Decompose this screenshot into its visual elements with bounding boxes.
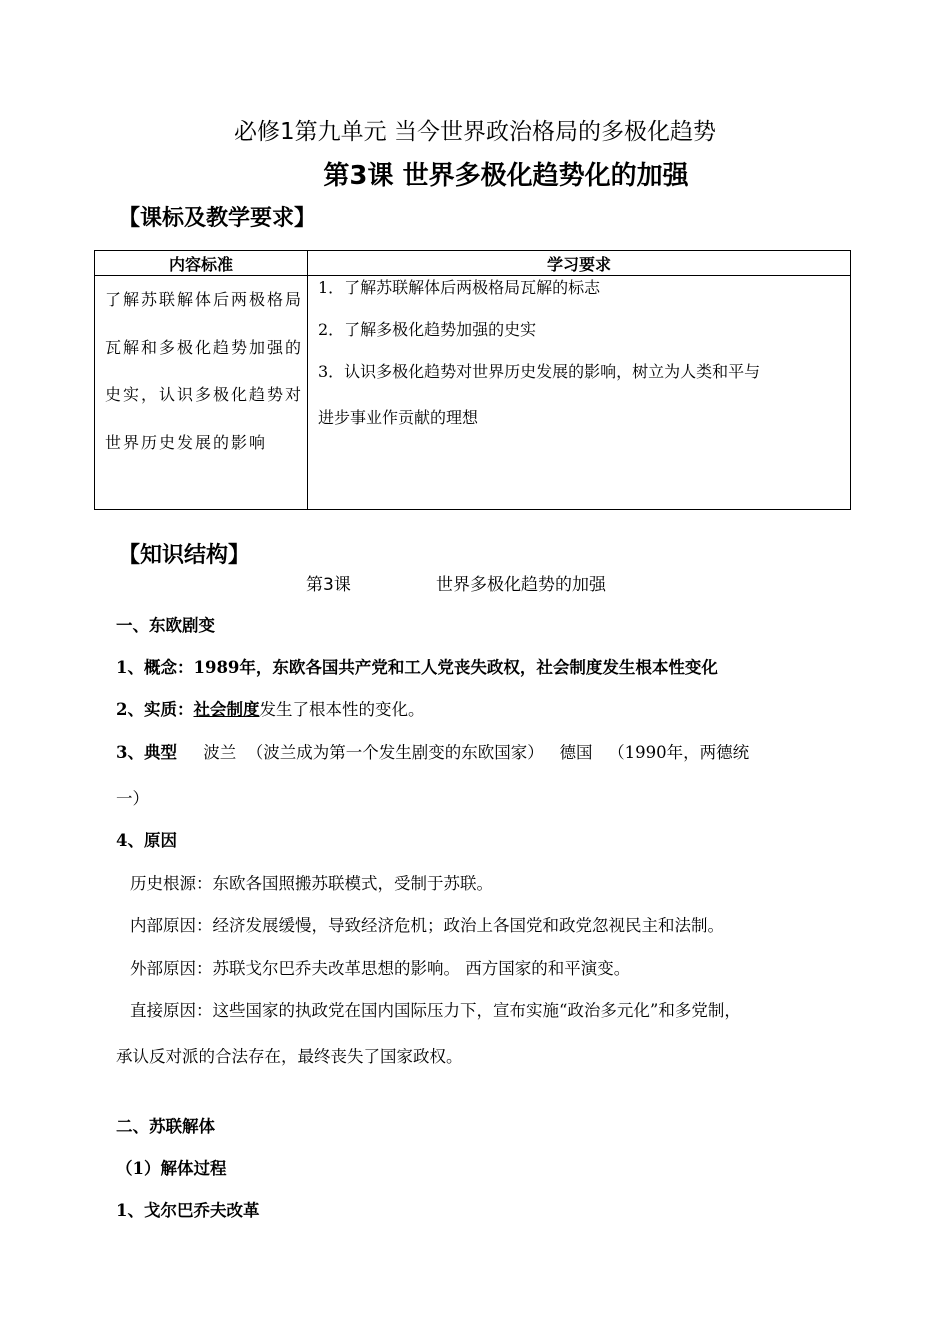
requirement-item: 进步事业作贡献的理想 <box>318 408 479 427</box>
typical-line <box>116 739 749 763</box>
content-standard-cell: 了解苏联解体后两极格局瓦解和多极化趋势加强的史实，认识多极化趋势对世界历史发展的影响 <box>95 276 308 510</box>
gorbachev-reform: 1、戈尔巴乔夫改革 <box>116 1201 260 1220</box>
table-header-requirements: 学习要求 <box>308 251 851 276</box>
section-standards-heading: 【课标及教学要求】 <box>118 206 317 231</box>
typical-line-cont: 一） <box>116 789 149 808</box>
essence-line <box>116 696 424 720</box>
typical-text: 波兰 （波兰成为第一个发生剧变的东欧国家） 德国 （1990年，两德统 <box>203 743 750 762</box>
essence-label: 2、实质： <box>116 700 194 719</box>
document-title: 必修1第九单元 当今世界政治格局的多极化趋势 <box>234 119 716 145</box>
cause-internal: 内部原因：经济发展缓慢，导致经济危机；政治上各国党和政党忽视民主和法制。 <box>130 916 724 935</box>
requirement-item: 3．认识多极化趋势对世界历史发展的影响，树立为人类和平与 <box>318 362 761 381</box>
requirements-table <box>94 250 851 510</box>
typical-label: 3、典型 <box>116 743 177 762</box>
section-structure-heading: 【知识结构】 <box>118 543 251 568</box>
cause-historical: 历史根源：东欧各国照搬苏联模式，受制于苏联。 <box>130 874 493 893</box>
structure-lesson-number: 第3课 <box>306 575 351 595</box>
table-header-standard: 内容标准 <box>95 251 308 276</box>
process-heading: （1）解体过程 <box>116 1159 227 1178</box>
part2-heading: 二、苏联解体 <box>116 1117 215 1136</box>
essence-keyword: 社会制度 <box>193 700 260 719</box>
cause-direct-cont: 承认反对派的合法存在，最终丧失了国家政权。 <box>116 1047 463 1066</box>
lesson-title: 第3课 世界多极化趋势化的加强 <box>323 161 689 191</box>
requirement-item: 1．了解苏联解体后两极格局瓦解的标志 <box>318 278 601 297</box>
structure-lesson-title: 世界多极化趋势的加强 <box>436 575 606 595</box>
part1-heading: 一、东欧剧变 <box>116 616 215 635</box>
cause-direct: 直接原因：这些国家的执政党在国内国际压力下，宣布实施“政治多元化”和多党制， <box>130 1001 741 1020</box>
essence-text: 发生了根本性的变化。 <box>259 700 425 719</box>
concept-line: 1、概念：1989年，东欧各国共产党和工人党丧失政权，社会制度发生根本性变化 <box>116 658 718 677</box>
causes-heading: 4、原因 <box>116 831 177 850</box>
requirement-item: 2．了解多极化趋势加强的史实 <box>318 320 537 339</box>
cause-external: 外部原因：苏联戈尔巴乔夫改革思想的影响。 西方国家的和平演变。 <box>130 959 631 978</box>
requirements-cell <box>308 276 851 510</box>
